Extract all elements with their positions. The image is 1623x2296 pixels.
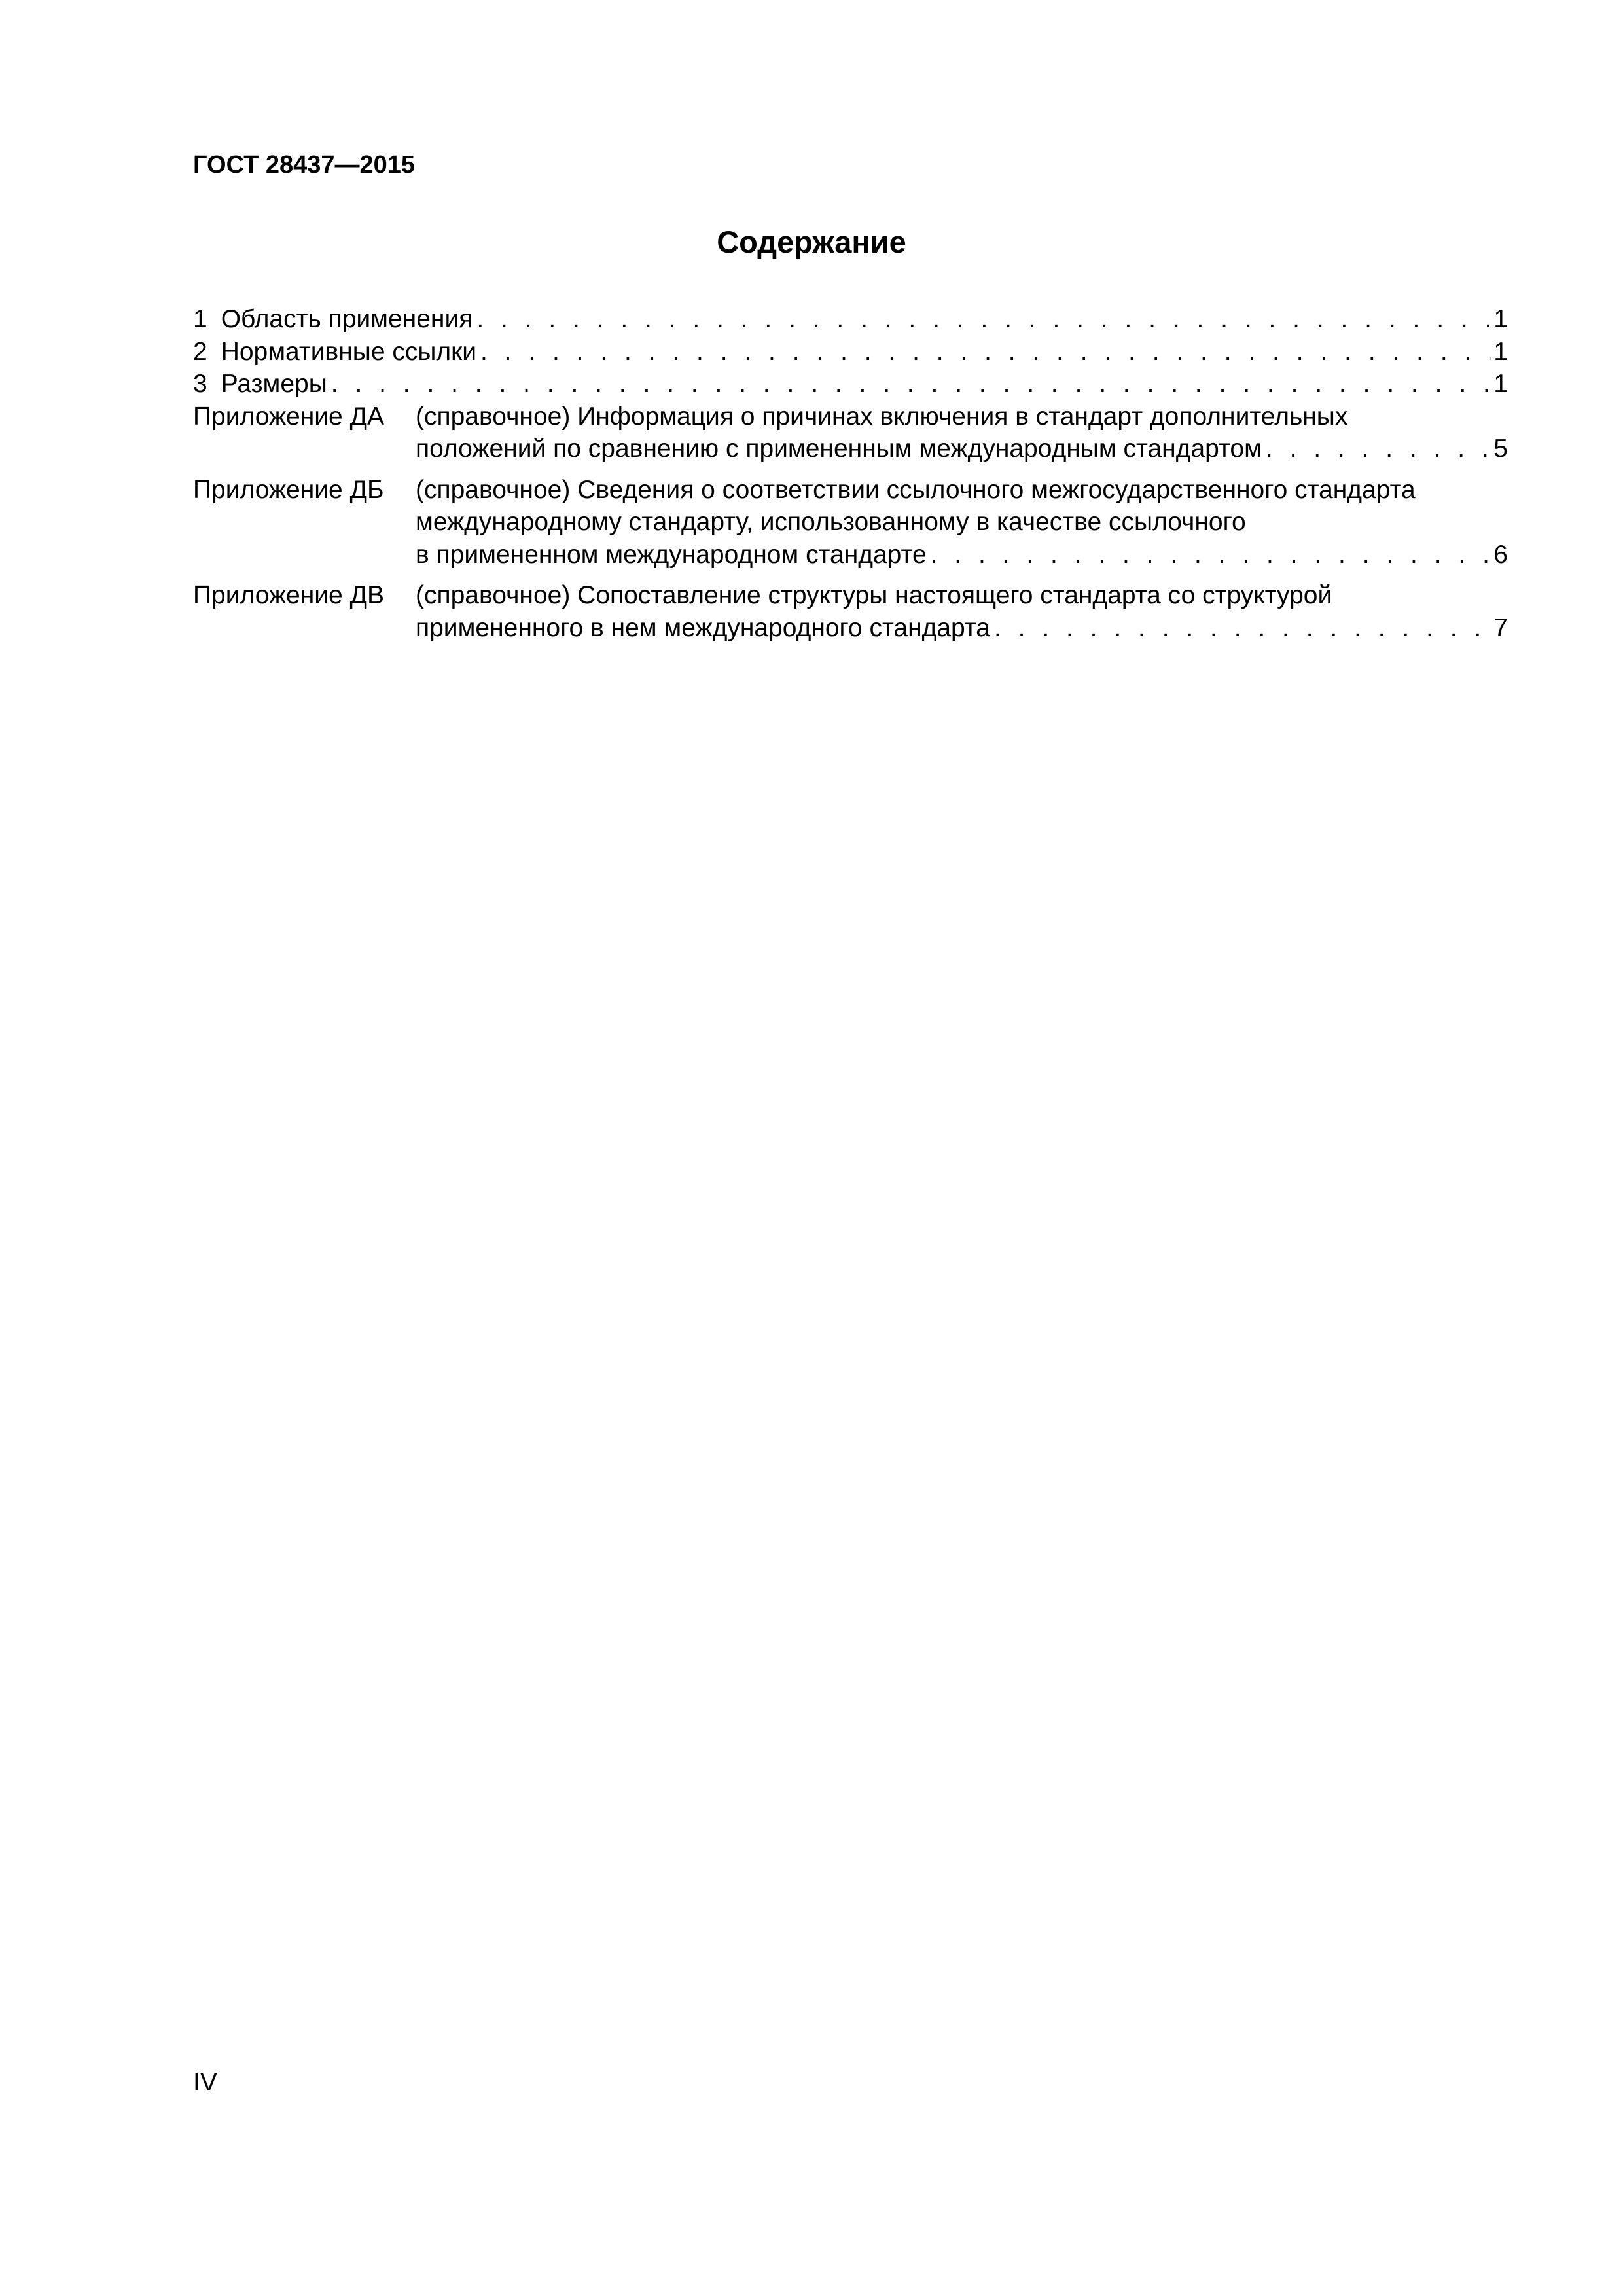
toc-leader-dots bbox=[476, 303, 1491, 336]
toc-entry-title: Область применения bbox=[221, 305, 473, 333]
toc-appendix-title-line: (справочное) Информация о причинах включения в стандарт дополнительных bbox=[416, 402, 1348, 431]
toc-appendix-title-line: примененного в нем международного стандарта bbox=[416, 613, 990, 642]
table-of-contents bbox=[193, 303, 1508, 644]
toc-leader-dots bbox=[994, 612, 1491, 645]
toc-entry-appendix-da[interactable] bbox=[193, 401, 1508, 465]
toc-entry-scope[interactable] bbox=[193, 303, 1508, 336]
toc-appendix-title-line: в примененном международном стандарте bbox=[416, 540, 927, 569]
toc-entry-appendix-db[interactable] bbox=[193, 474, 1508, 571]
toc-appendix-label: Приложение ДА bbox=[193, 402, 385, 431]
toc-appendix-title-line: (справочное) Сведения о соответствии ссылочного межгосударственного стандарта bbox=[416, 475, 1416, 504]
toc-entry-page: 5 bbox=[1493, 435, 1508, 463]
toc-entry-page: 1 bbox=[1493, 370, 1508, 398]
toc-entry-page: 1 bbox=[1493, 305, 1508, 333]
toc-title: Содержание bbox=[717, 224, 906, 259]
toc-entry-page: 7 bbox=[1493, 613, 1508, 642]
toc-appendix-label: Приложение ДВ bbox=[193, 581, 385, 609]
toc-entry-number: 2 bbox=[193, 337, 207, 366]
toc-leader-dots bbox=[480, 336, 1491, 368]
toc-entry-page: 6 bbox=[1493, 540, 1508, 569]
toc-appendix-label: Приложение ДБ bbox=[193, 475, 384, 504]
toc-appendix-title-line: международному стандарту, использованному в качестве ссылочного bbox=[416, 508, 1246, 536]
toc-entry-appendix-dv[interactable] bbox=[193, 579, 1508, 644]
toc-appendix-title-line: положений по сравнению с примененным международным стандартом bbox=[416, 435, 1262, 463]
page-number: IV bbox=[193, 2068, 217, 2096]
toc-entry-normative-references[interactable] bbox=[193, 336, 1508, 368]
toc-appendix-title-line: (справочное) Сопоставление структуры настоящего стандарта со структурой bbox=[416, 581, 1332, 609]
toc-leader-dots bbox=[931, 539, 1491, 571]
toc-entry-number: 1 bbox=[193, 305, 207, 333]
toc-entry-page: 1 bbox=[1493, 337, 1508, 366]
toc-leader-dots bbox=[1266, 433, 1491, 465]
toc-entry-title: Нормативные ссылки bbox=[221, 337, 476, 366]
toc-entry-title: Размеры bbox=[221, 370, 327, 398]
document-code: ГОСТ 28437—2015 bbox=[193, 151, 416, 179]
toc-entry-number: 3 bbox=[193, 370, 207, 398]
toc-entry-dimensions[interactable] bbox=[193, 368, 1508, 401]
toc-leader-dots bbox=[331, 368, 1491, 401]
